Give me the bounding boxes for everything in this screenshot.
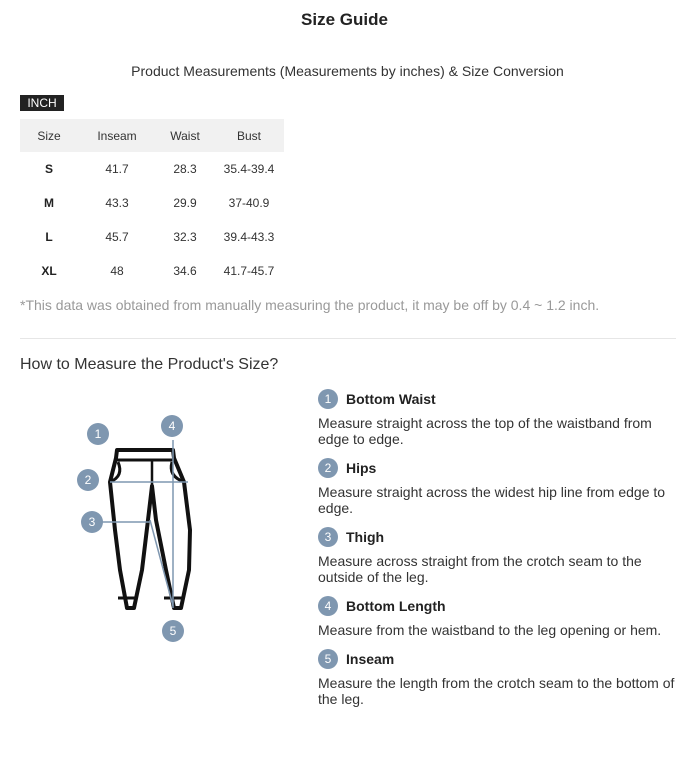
marker-3 [81,511,103,533]
step-title: Inseam [346,651,395,667]
unit-badge[interactable]: INCH [20,95,64,111]
marker-2 [77,469,99,491]
measurement-steps [318,389,680,718]
step-thigh [318,527,680,585]
bust-cell: 37-40.9 [228,196,270,210]
inseam-cell: 48 [110,264,124,278]
step-description: Measure across straight from the crotch seam to the outside of the leg. [318,553,642,585]
step-inseam [318,649,680,707]
step-number-badge: 5 [318,649,338,669]
table-row [20,152,284,186]
step-description: Measure straight across the widest hip line from edge to edge. [318,484,666,516]
step-title: Hips [346,460,377,476]
marker-4 [161,415,183,437]
size-cell: M [44,196,54,210]
svg-text:3: 3 [88,515,96,529]
column-header-size: Size [37,128,61,143]
bust-cell: 39.4-43.3 [223,230,275,244]
step-description: Measure from the waistband to the leg opening or hem. [318,622,662,638]
waist-cell: 28.3 [173,162,197,176]
step-title: Bottom Waist [346,391,436,407]
inseam-cell: 41.7 [105,162,129,176]
marker-1 [87,423,109,445]
step-number-badge: 1 [318,389,338,409]
page-title: Size Guide [301,10,388,29]
how-to-measure-heading: How to Measure the Product's Size? [20,356,279,373]
step-number-badge: 4 [318,596,338,616]
size-table [20,119,284,288]
marker-5 [162,620,184,642]
step-title: Bottom Length [346,598,446,614]
size-cell: XL [41,264,57,278]
svg-text:5: 5 [169,624,177,638]
size-cell: L [45,230,53,244]
column-header-waist: Waist [170,128,200,143]
table-row [20,220,284,254]
step-hips [318,458,680,516]
step-description: Measure straight across the top of the waistband from edge to edge. [318,415,652,447]
pants-diagram [70,410,210,645]
svg-text:4: 4 [168,419,176,433]
inseam-cell: 45.7 [105,230,129,244]
step-bottom-length [318,596,680,638]
step-number-badge: 2 [318,458,338,478]
page-subtitle: Product Measurements (Measurements by inches) & Size Conversion [131,63,564,79]
table-row [20,186,284,220]
pants-icon [70,410,210,645]
svg-text:2: 2 [84,473,92,487]
section-divider [20,338,676,339]
step-description: Measure the length from the crotch seam to the bottom of the leg. [318,675,675,707]
table-row [20,254,284,288]
bust-cell: 35.4-39.4 [223,162,275,176]
size-cell: S [44,162,53,176]
inseam-cell: 43.3 [105,196,129,210]
waist-cell: 29.9 [173,196,197,210]
column-header-bust: Bust [236,128,261,143]
waist-cell: 34.6 [173,264,197,278]
measurement-note: *This data was obtained from manually measuring the product, it may be off by 0.4 ~ 1.2 inch. [20,297,600,313]
table-header-row [20,119,284,152]
step-title: Thigh [346,529,385,545]
svg-text:1: 1 [94,427,102,441]
bust-cell: 41.7-45.7 [223,264,275,278]
column-header-inseam: Inseam [97,128,137,143]
step-number-badge: 3 [318,527,338,547]
step-bottom-waist [318,389,680,447]
waist-cell: 32.3 [173,230,197,244]
